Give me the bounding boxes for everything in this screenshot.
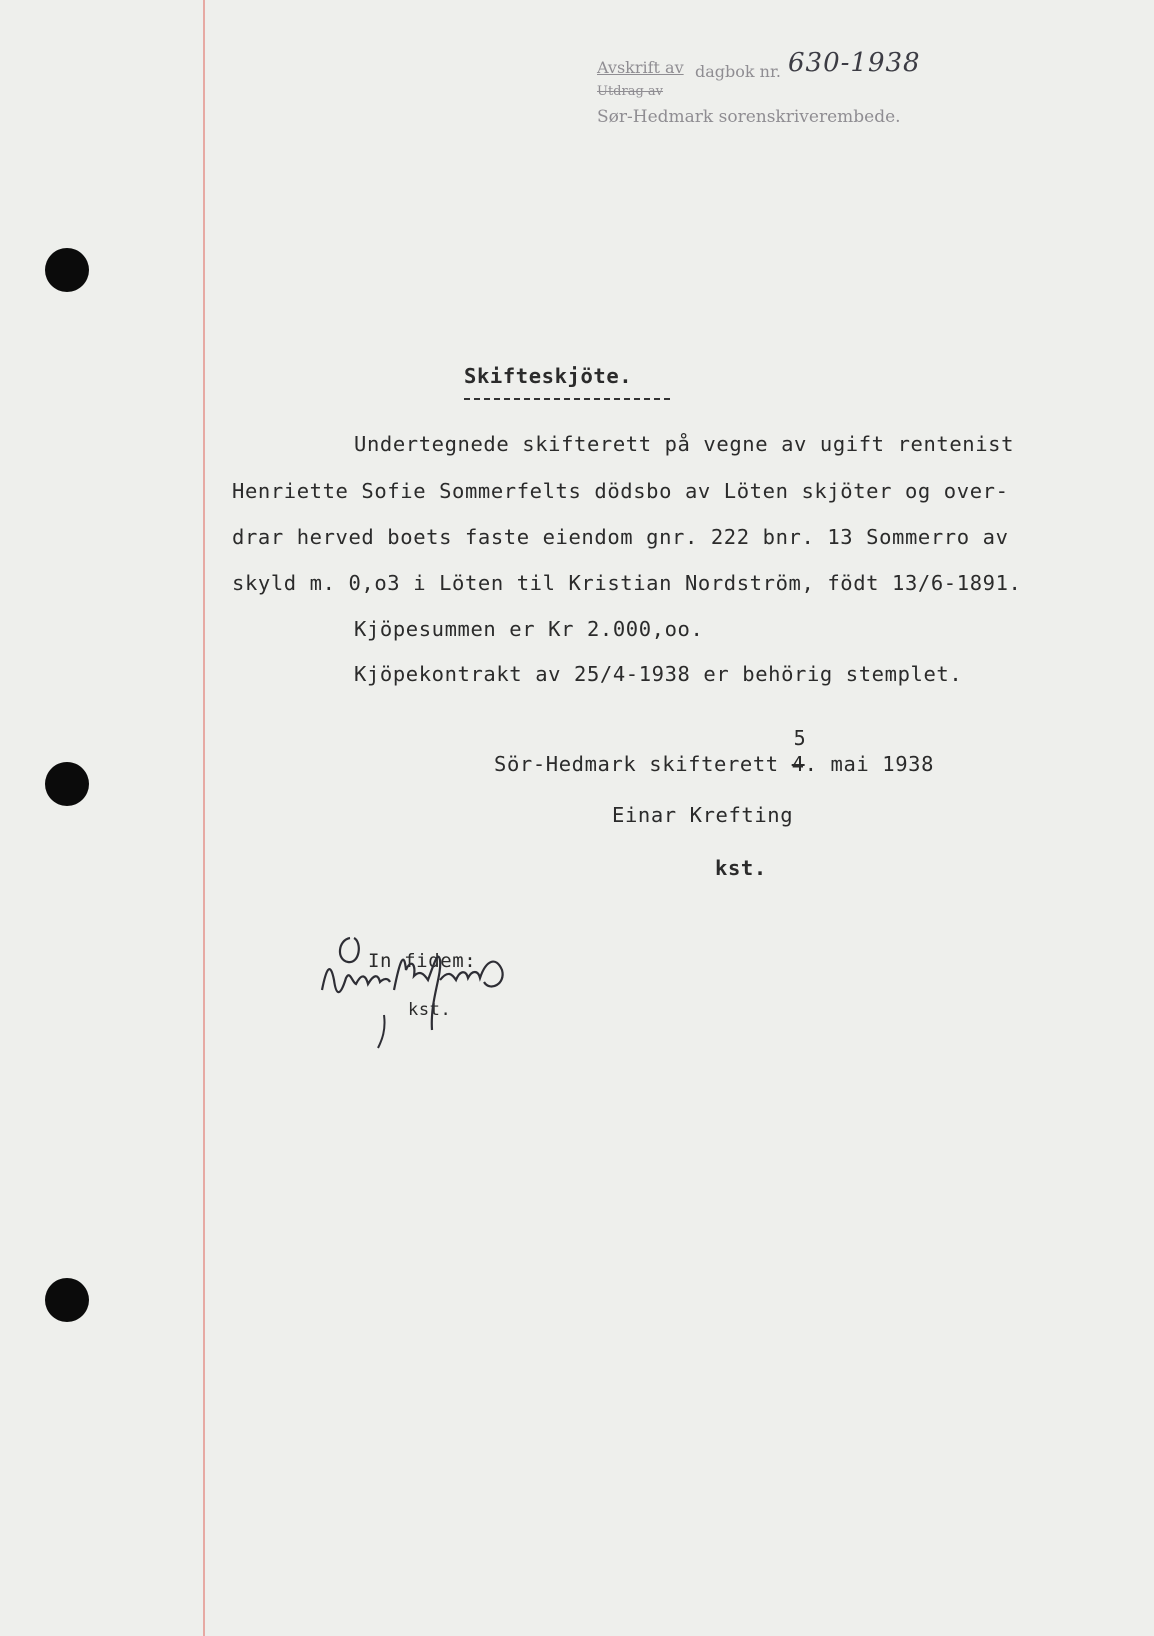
place-date-line [494,726,935,776]
place-date-prefix: Sör-Hedmark skifterett [494,752,792,776]
date-day-struck: 4 [791,752,805,776]
date-day [791,726,807,776]
date-day-correction: 5 [793,726,807,750]
stamp-office-name: Sør-Hedmark sorenskriverembede. [597,107,901,127]
in-fidem-label: In fidem: [368,950,477,972]
body-line-2: Henriette Sofie Sommerfelts dödsbo av Löten skjöter og over- [232,479,1009,503]
stamp-dagbok-number: 630-1938 [788,48,921,78]
body-line-3: drar herved boets faste eiendom gnr. 222 bnr. 13 Sommerro av [232,525,1009,549]
handwritten-signature [320,920,540,1050]
body-line-6: Kjöpekontrakt av 25/4-1938 er behörig stemplet. [354,662,963,686]
document-title: Skifteskjöte. [464,364,633,388]
stamp-utdrag-struck: Utdrag av [597,84,664,99]
body-line-5: Kjöpesummen er Kr 2.000,oo. [354,617,704,641]
title-underline [464,398,670,400]
signer-name: Einar Krefting [612,803,794,827]
red-margin-line [203,0,205,1636]
signer-title: kst. [715,856,767,880]
stamp-dagbok-label: dagbok nr. [695,62,781,81]
stamp-avskrift-label: Avskrift av [597,58,684,77]
punch-hole-bottom [45,1278,89,1322]
body-line-4: skyld m. 0,o3 i Löten til Kristian Nordström, födt 13/6-1891. [232,571,1022,595]
body-line-1: Undertegnede skifterett på vegne av ugift rentenist [354,432,1015,456]
punch-hole-top [45,248,89,292]
punch-hole-middle [45,762,89,806]
in-fidem-title: kst. [408,1000,452,1020]
place-date-suffix: . mai 1938 [804,752,935,776]
